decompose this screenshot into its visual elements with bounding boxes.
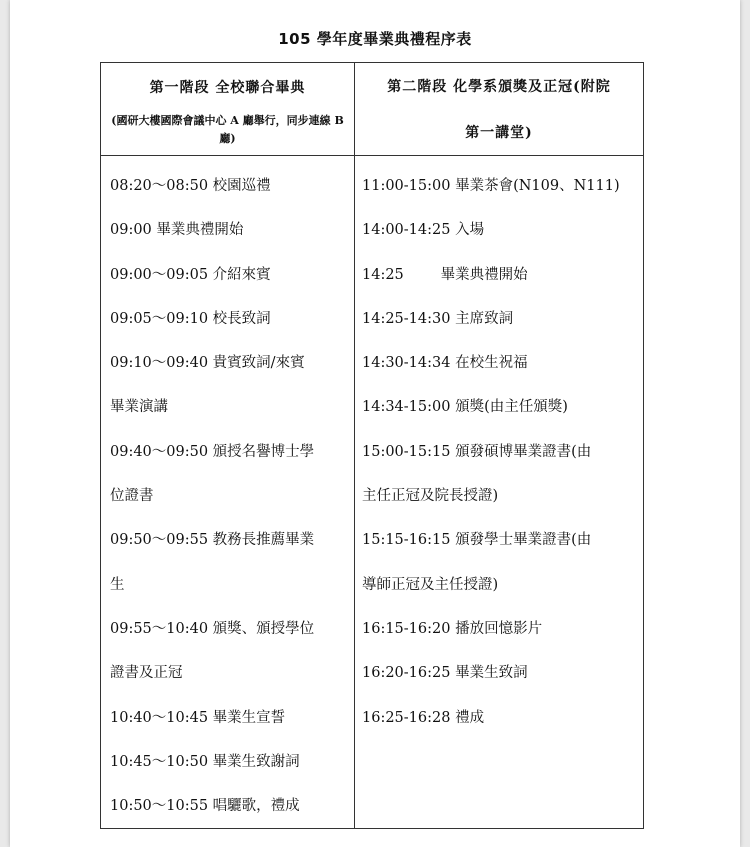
stage-one-venue: (國研大樓國際會議中心 A 廳舉行，同步連線 B 廳)	[111, 114, 344, 145]
schedule-line: 15:15-16:15 頒發學士畢業證書(由	[362, 532, 592, 549]
schedule-line: 08:20～08:50 校園巡禮	[110, 178, 271, 194]
stage-one-title: 第一階段 全校聯合畢典	[149, 80, 306, 96]
stage-two-header	[355, 63, 644, 156]
schedule-line: 09:55～10:40 頒獎、頒授學位	[110, 620, 315, 637]
table-body-row	[101, 156, 644, 829]
schedule-line: 14:34-15:00 頒獎(由主任頒獎)	[362, 399, 568, 416]
schedule-line: 位證書	[110, 488, 154, 505]
schedule-line: 09:00 畢業典禮開始	[110, 222, 244, 239]
stage-one-schedule	[101, 156, 355, 829]
schedule-line: 15:00-15:15 頒發碩博畢業證書(由	[362, 443, 592, 460]
schedule-line: 16:15-16:20 播放回憶影片	[362, 620, 543, 637]
program-table	[100, 62, 644, 829]
schedule-line: 09:10～09:40 貴賓致詞/來賓	[110, 355, 305, 372]
stage-two-title-line2: 第一講堂)	[465, 125, 533, 141]
stage-one-list	[101, 156, 354, 828]
schedule-line: 16:20-16:25 畢業生致詞	[362, 665, 528, 682]
document-title: 105 學年度畢業典禮程序表	[278, 30, 472, 48]
schedule-line: 生	[110, 576, 125, 593]
schedule-line: 畢業演講	[110, 399, 168, 416]
schedule-line: 10:50～10:55 唱驪歌，禮成	[110, 798, 300, 815]
schedule-line: 14:00-14:25 入場	[362, 222, 485, 239]
schedule-line: 09:40～09:50 頒授名譽博士學	[110, 443, 315, 460]
schedule-line: 主任正冠及院長授證)	[362, 488, 499, 505]
schedule-line: 09:00～09:05 介紹來賓	[110, 266, 271, 283]
schedule-line: 16:25-16:28 禮成	[362, 709, 485, 726]
stage-two-title-line1: 第二階段 化學系頒獎及正冠(附院	[387, 79, 611, 95]
table-header-row	[101, 63, 644, 156]
schedule-line: 11:00-15:00 畢業茶會(N109、N111)	[362, 178, 620, 194]
stage-two-list	[355, 156, 643, 740]
stage-one-header	[101, 63, 355, 156]
schedule-line: 10:45～10:50 畢業生致謝詞	[110, 753, 300, 770]
schedule-line: 證書及正冠	[110, 665, 183, 682]
stage-two-schedule	[355, 156, 644, 829]
schedule-line: 10:40～10:45 畢業生宣誓	[110, 709, 286, 726]
schedule-line: 09:05～09:10 校長致詞	[110, 310, 271, 327]
schedule-line: 14:25 畢業典禮開始	[362, 266, 528, 283]
schedule-line: 14:25-14:30 主席致詞	[362, 310, 514, 327]
schedule-line: 14:30-14:34 在校生祝福	[362, 355, 528, 372]
schedule-line: 09:50～09:55 教務長推薦畢業	[110, 532, 315, 549]
schedule-line: 導師正冠及主任授證)	[362, 576, 499, 593]
